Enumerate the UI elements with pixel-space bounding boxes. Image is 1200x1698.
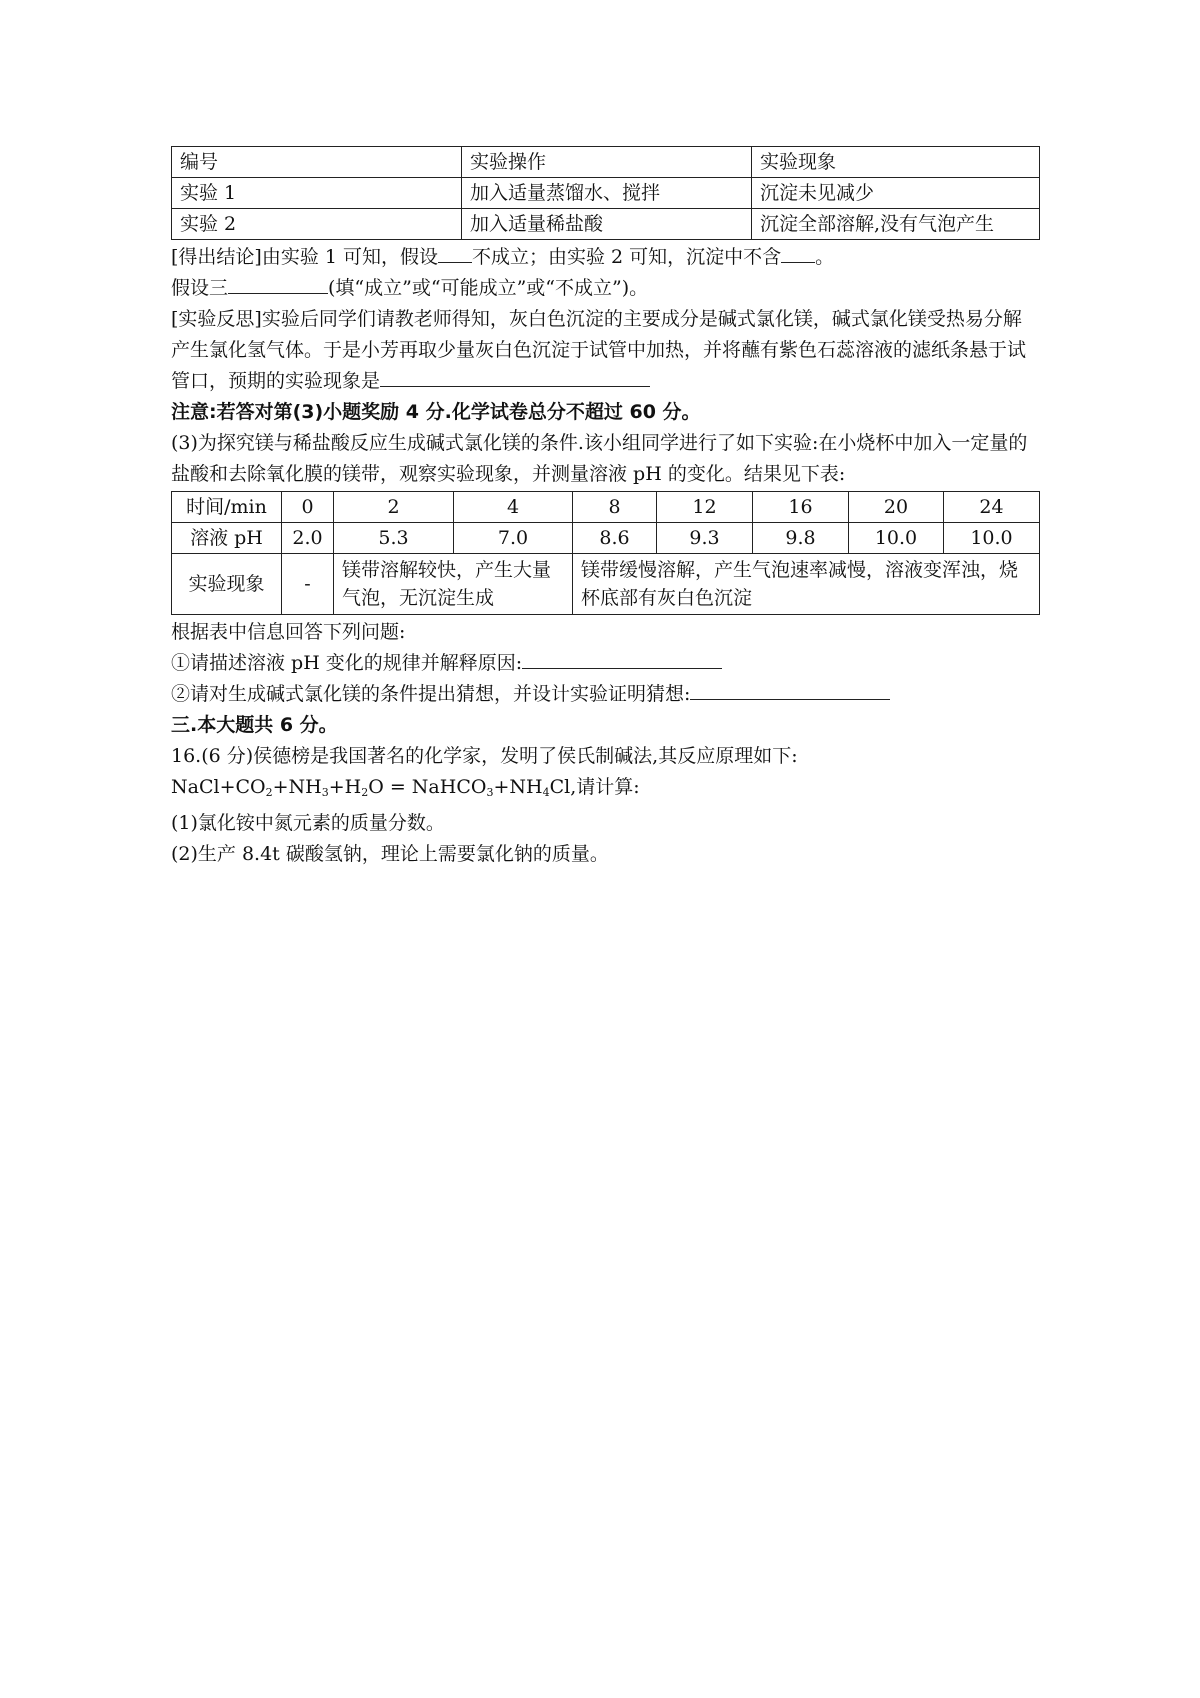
- table-cell: 实验 1: [172, 178, 462, 209]
- time-cell: 0: [282, 492, 334, 523]
- answer-blank[interactable]: [380, 366, 650, 387]
- equation-part: +NH: [493, 776, 543, 798]
- ph-cell: 9.3: [657, 523, 753, 554]
- equation-part: O = NaHCO: [368, 776, 487, 798]
- conclusion-text: (填“成立”或“可能成立”或“不成立”)。: [328, 277, 649, 299]
- section-3-heading: 三.本大题共 6 分。: [171, 714, 338, 736]
- ph-cell: 2.0: [282, 523, 334, 554]
- time-cell: 2: [334, 492, 454, 523]
- answer-blank[interactable]: [228, 273, 328, 294]
- experiment-table: [171, 146, 1040, 240]
- table-row: [172, 178, 1040, 209]
- ph-cell: 10.0: [849, 523, 944, 554]
- ph-cell: 5.3: [334, 523, 454, 554]
- row-label: 溶液 pH: [172, 523, 282, 554]
- ph-row: [172, 523, 1040, 554]
- question-a: [171, 648, 1039, 679]
- question-b: [171, 679, 1039, 710]
- equation-part: Cl,请计算:: [549, 776, 640, 798]
- reaction-equation: [171, 772, 1039, 808]
- table-header-row: [172, 147, 1040, 178]
- ph-cell: 7.0: [454, 523, 573, 554]
- conclusion-line-2: [171, 273, 1039, 304]
- ph-cell: 9.8: [753, 523, 849, 554]
- reflection-paragraph: [171, 304, 1039, 397]
- equation-part: +H: [328, 776, 362, 798]
- question-16-part-1: (1)氯化铵中氮元素的质量分数。: [171, 812, 445, 834]
- bonus-note: 注意:若答对第(3)小题奖励 4 分.化学试卷总分不超过 60 分。: [171, 401, 701, 423]
- observation-row: [172, 554, 1040, 615]
- table-cell: 加入适量稀盐酸: [462, 209, 752, 240]
- subscript: 2: [361, 786, 369, 799]
- ph-cell: 8.6: [573, 523, 657, 554]
- time-cell: 20: [849, 492, 944, 523]
- table-cell: 沉淀全部溶解,没有气泡产生: [752, 209, 1040, 240]
- time-cell: 8: [573, 492, 657, 523]
- observation-cell: 镁带缓慢溶解，产生气泡速率减慢，溶液变浑浊，烧杯底部有灰白色沉淀: [573, 554, 1040, 615]
- time-cell: 16: [753, 492, 849, 523]
- answer-blank[interactable]: [438, 242, 472, 263]
- conclusion-text: 假设三: [171, 277, 229, 299]
- conclusion-text: 。: [815, 246, 835, 268]
- table-header-cell: 实验操作: [462, 147, 752, 178]
- subscript: 3: [321, 786, 329, 799]
- table-cell: 加入适量蒸馏水、搅拌: [462, 178, 752, 209]
- table-header-cell: 编号: [172, 147, 462, 178]
- question-3-intro: (3)为探究镁与稀盐酸反应生成碱式氯化镁的条件.该小组同学进行了如下实验:在小烧杯中加入一定量的盐酸和去除氧化膜的镁带，观察实验现象，并测量溶液 pH 的变化。结果见下表:: [171, 432, 1028, 485]
- answer-blank[interactable]: [690, 679, 890, 700]
- answer-intro: 根据表中信息回答下列问题:: [171, 621, 406, 643]
- table-row: [172, 209, 1040, 240]
- equation-part: +NH: [272, 776, 322, 798]
- row-label: 实验现象: [172, 554, 282, 615]
- observation-cell: -: [282, 554, 334, 615]
- reflection-text: [实验反思]实验后同学们请教老师得知，灰白色沉淀的主要成分是碱式氯化镁，碱式氯化镁受热易分解产生氯化氢气体。于是小芳再取少量灰白色沉淀于试管中加热，并将蘸有紫色石蕊溶液的滤纸条悬于试管口，预期的实验现象是: [171, 308, 1027, 392]
- subscript: 4: [542, 786, 550, 799]
- time-cell: 12: [657, 492, 753, 523]
- row-label: 时间/min: [172, 492, 282, 523]
- question-16-part-2: (2)生产 8.4t 碳酸氢钠，理论上需要氯化钠的质量。: [171, 843, 609, 865]
- time-row: [172, 492, 1040, 523]
- conclusion-text: 不成立；由实验 2 可知，沉淀中不含: [472, 246, 782, 268]
- subscript: 3: [486, 786, 494, 799]
- question-text: ①请描述溶液 pH 变化的规律并解释原因:: [171, 652, 523, 674]
- conclusion-text: [得出结论]由实验 1 可知，假设: [171, 246, 438, 268]
- answer-blank[interactable]: [522, 648, 722, 669]
- equation-part: NaCl+CO: [171, 776, 266, 798]
- question-text: ②请对生成碱式氯化镁的条件提出猜想，并设计实验证明猜想:: [171, 683, 691, 705]
- time-cell: 4: [454, 492, 573, 523]
- ph-table: [171, 491, 1040, 615]
- table-cell: 沉淀未见减少: [752, 178, 1040, 209]
- time-cell: 24: [944, 492, 1040, 523]
- observation-cell: 镁带溶解较快，产生大量气泡，无沉淀生成: [334, 554, 573, 615]
- question-16-intro: 16.(6 分)侯德榜是我国著名的化学家，发明了侯氏制碱法,其反应原理如下:: [171, 745, 798, 767]
- answer-blank[interactable]: [781, 242, 815, 263]
- document-page: [171, 146, 1039, 870]
- subscript: 2: [265, 786, 273, 799]
- table-header-cell: 实验现象: [752, 147, 1040, 178]
- conclusion-line-1: [171, 242, 1039, 273]
- table-cell: 实验 2: [172, 209, 462, 240]
- ph-cell: 10.0: [944, 523, 1040, 554]
